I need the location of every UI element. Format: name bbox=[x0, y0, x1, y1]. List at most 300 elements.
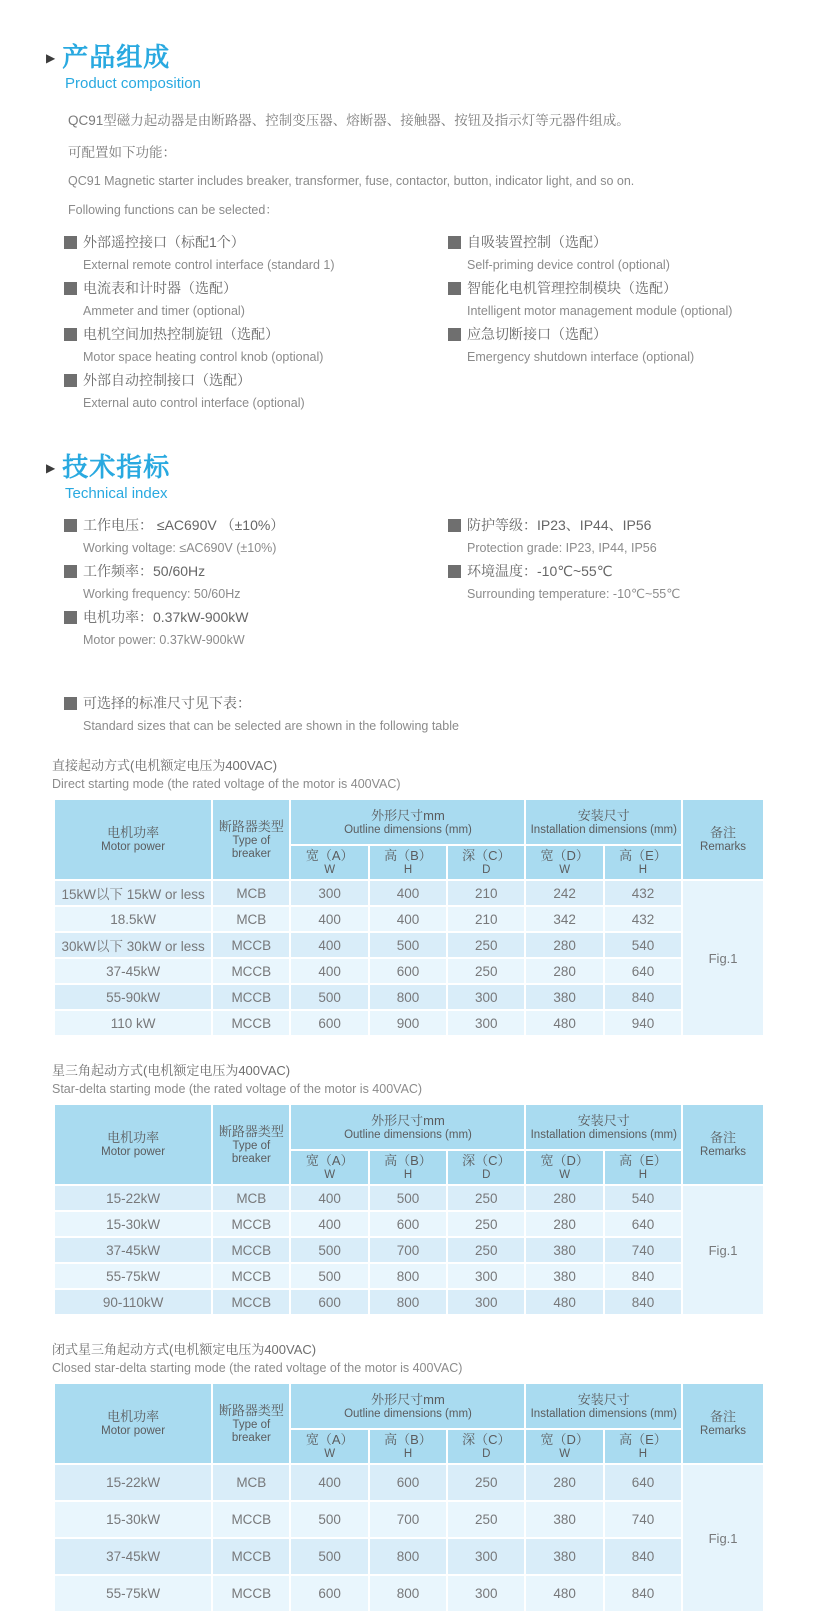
feature-item bbox=[64, 370, 448, 413]
sizes-note-zh bbox=[64, 693, 830, 714]
dimension-cell: 500 bbox=[291, 1502, 367, 1537]
feature-label-zh-text: 电流表和计时器（选配） bbox=[83, 280, 237, 297]
sizes-note bbox=[64, 693, 830, 736]
tech-spec-label-zh bbox=[448, 515, 808, 536]
col-header-depth-c-en: D bbox=[482, 1169, 491, 1182]
feature-label-en: Motor space heating control knob (optional) bbox=[83, 350, 324, 365]
col-header-motor-power-zh: 电机功率 bbox=[107, 825, 160, 841]
dimension-cell: 900 bbox=[370, 1011, 446, 1035]
motor-power-cell: 15kW以下 15kW or less bbox=[55, 881, 211, 905]
col-header-remarks bbox=[683, 1384, 763, 1463]
feature-label-zh-text: 应急切断接口（选配） bbox=[467, 326, 607, 343]
dimension-cell: 400 bbox=[291, 1465, 367, 1500]
feature-label-en: Self-priming device control (optional) bbox=[467, 258, 670, 273]
col-header-height-b-zh: 高（B） bbox=[384, 1153, 432, 1169]
dimension-cell: 432 bbox=[605, 907, 681, 931]
feature-column-left bbox=[64, 232, 448, 416]
col-header-breaker-type-en: Type of breaker bbox=[231, 1139, 271, 1165]
dimension-cell: 250 bbox=[448, 1465, 524, 1500]
table-header-row bbox=[55, 1384, 763, 1428]
technical-columns bbox=[64, 515, 830, 653]
table-caption-en: Closed star-delta starting mode (the rated voltage of the motor is 400VAC) bbox=[52, 1361, 463, 1376]
col-header-width-a-zh: 宽（A） bbox=[305, 848, 354, 864]
dimension-cell: 250 bbox=[448, 1502, 524, 1537]
tech-spec-label-zh-text: 工作电压： ≤AC690V （±10%） bbox=[83, 517, 285, 534]
feature-label-zh bbox=[448, 232, 808, 253]
dimension-cell: 600 bbox=[370, 1465, 446, 1500]
remark-cell: Fig.1 bbox=[683, 1186, 763, 1314]
col-header-motor-power-zh: 电机功率 bbox=[107, 1409, 160, 1425]
breaker-type-cell: MCB bbox=[213, 1465, 289, 1500]
dimension-cell: 300 bbox=[448, 1011, 524, 1035]
breaker-type-cell: MCCB bbox=[213, 1264, 289, 1288]
col-header-depth-c-en: D bbox=[482, 1448, 491, 1461]
col-header-width-a-en: W bbox=[324, 1448, 336, 1461]
breaker-type-cell: MCCB bbox=[213, 985, 289, 1009]
col-header-motor-power-en: Motor power bbox=[101, 1425, 166, 1438]
table-block-star-delta bbox=[0, 1063, 830, 1316]
col-header-height-e-zh: 高（E） bbox=[619, 848, 667, 864]
col-header-breaker-type-zh: 断路器类型 bbox=[218, 1123, 284, 1139]
bullet-square-icon bbox=[64, 519, 77, 532]
feature-label-en: Ammeter and timer (optional) bbox=[83, 304, 245, 319]
bullet-square-icon bbox=[448, 282, 461, 295]
col-header-installation-dimensions bbox=[526, 1384, 681, 1428]
col-header-width-d-zh: 宽（D） bbox=[540, 848, 589, 864]
col-header-remarks bbox=[683, 1105, 763, 1184]
col-header-remarks-en: Remarks bbox=[700, 1425, 747, 1438]
dimension-cell: 300 bbox=[291, 881, 367, 905]
dimension-cell: 800 bbox=[370, 1264, 446, 1288]
feature-label-zh-text: 智能化电机管理控制模块（选配） bbox=[467, 280, 677, 297]
dimension-cell: 600 bbox=[291, 1011, 367, 1035]
dimension-cell: 500 bbox=[291, 1264, 367, 1288]
motor-power-cell: 15-22kW bbox=[55, 1465, 211, 1500]
col-header-outline-dimensions-zh: 外形尺寸mm bbox=[371, 1112, 445, 1128]
feature-item bbox=[448, 324, 808, 367]
feature-item bbox=[64, 324, 448, 367]
section-title-zh: 技术指标 bbox=[62, 452, 171, 483]
col-header-motor-power-zh: 电机功率 bbox=[107, 1130, 160, 1146]
table-row bbox=[55, 1290, 763, 1314]
dimension-cell: 400 bbox=[291, 907, 367, 931]
dimension-cell: 300 bbox=[448, 1264, 524, 1288]
dimension-cell: 840 bbox=[605, 1290, 681, 1314]
section-technical-index bbox=[0, 452, 830, 653]
col-header-remarks-en: Remarks bbox=[700, 1146, 747, 1159]
dimension-cell: 380 bbox=[526, 1264, 602, 1288]
col-header-installation-dimensions-zh: 安装尺寸 bbox=[577, 1391, 630, 1407]
motor-power-cell: 55-75kW bbox=[55, 1264, 211, 1288]
table-caption-zh: 星三角起动方式(电机额定电压为400VAC) bbox=[52, 1063, 291, 1079]
table-row bbox=[55, 959, 763, 983]
col-header-height-e-en: H bbox=[638, 1169, 648, 1182]
feature-label-zh bbox=[64, 278, 448, 299]
tech-spec-label-en: Working frequency: 50/60Hz bbox=[83, 587, 241, 602]
breaker-type-cell: MCCB bbox=[213, 1502, 289, 1537]
dimension-cell: 840 bbox=[605, 1576, 681, 1611]
col-header-height-e bbox=[605, 846, 681, 879]
remark-cell: Fig.1 bbox=[683, 881, 763, 1035]
col-header-depth-c bbox=[448, 846, 524, 879]
table-row bbox=[55, 1465, 763, 1500]
table-caption-en: Direct starting mode (the rated voltage of the motor is 400VAC) bbox=[52, 777, 401, 792]
col-header-height-e-zh: 高（E） bbox=[619, 1432, 667, 1448]
col-header-remarks-zh: 备注 bbox=[710, 825, 737, 841]
table-row bbox=[55, 1576, 763, 1611]
motor-power-cell: 15-30kW bbox=[55, 1502, 211, 1537]
table-row bbox=[55, 1539, 763, 1574]
tech-spec-item bbox=[64, 607, 448, 650]
dimension-cell: 242 bbox=[526, 881, 602, 905]
col-header-height-e bbox=[605, 1151, 681, 1184]
dimension-cell: 250 bbox=[448, 1186, 524, 1210]
col-header-motor-power bbox=[55, 1384, 211, 1463]
col-header-installation-dimensions bbox=[526, 1105, 681, 1149]
intro-paragraph-en: QC91 Magnetic starter includes breaker, transformer, fuse, contactor, button, indicator light, and so on. bbox=[68, 174, 635, 189]
dimension-cell: 480 bbox=[526, 1290, 602, 1314]
bullet-square-icon bbox=[64, 697, 77, 710]
bullet-square-icon bbox=[448, 236, 461, 249]
dimension-cell: 700 bbox=[370, 1502, 446, 1537]
col-header-height-b bbox=[370, 1430, 446, 1463]
col-header-height-b bbox=[370, 846, 446, 879]
motor-power-cell: 37-45kW bbox=[55, 1238, 211, 1262]
dimension-cell: 432 bbox=[605, 881, 681, 905]
dimension-cell: 800 bbox=[370, 1539, 446, 1574]
dimension-cell: 740 bbox=[605, 1502, 681, 1537]
table-row bbox=[55, 1011, 763, 1035]
tech-spec-label-en: Motor power: 0.37kW-900kW bbox=[83, 633, 245, 648]
col-header-width-a-en: W bbox=[324, 1169, 336, 1182]
feature-label-en: Emergency shutdown interface (optional) bbox=[467, 350, 695, 365]
col-header-outline-dimensions bbox=[291, 1105, 524, 1149]
breaker-type-cell: MCCB bbox=[213, 933, 289, 957]
col-header-width-d bbox=[526, 1430, 602, 1463]
table-row bbox=[55, 1502, 763, 1537]
star-delta-table bbox=[53, 1103, 765, 1316]
triangle-arrow-icon: ▶ bbox=[46, 460, 56, 475]
col-header-installation-dimensions-zh: 安装尺寸 bbox=[577, 1112, 630, 1128]
col-header-width-a bbox=[291, 1151, 367, 1184]
dimension-cell: 250 bbox=[448, 1238, 524, 1262]
remark-cell: Fig.1 bbox=[683, 1465, 763, 1611]
col-header-width-a-zh: 宽（A） bbox=[305, 1432, 354, 1448]
table-row bbox=[55, 1264, 763, 1288]
breaker-type-cell: MCB bbox=[213, 1186, 289, 1210]
feature-columns bbox=[64, 232, 830, 416]
dimension-cell: 480 bbox=[526, 1011, 602, 1035]
feature-label-en: External remote control interface (standard 1) bbox=[83, 258, 335, 273]
feature-label-zh bbox=[64, 232, 448, 253]
motor-power-cell: 15-22kW bbox=[55, 1186, 211, 1210]
col-header-depth-c-zh: 深（C） bbox=[462, 1432, 511, 1448]
col-header-installation-dimensions-zh: 安装尺寸 bbox=[577, 807, 630, 823]
tech-spec-label-en: Surrounding temperature: -10℃~55℃ bbox=[467, 587, 681, 602]
dimension-cell: 280 bbox=[526, 1186, 602, 1210]
dimension-cell: 540 bbox=[605, 1186, 681, 1210]
tech-spec-label-zh-text: 工作频率：50/60Hz bbox=[83, 563, 206, 580]
col-header-width-a-en: W bbox=[324, 864, 336, 877]
col-header-height-b-zh: 高（B） bbox=[384, 1432, 432, 1448]
section-heading bbox=[46, 42, 830, 73]
dimension-cell: 280 bbox=[526, 1465, 602, 1500]
table-row bbox=[55, 1212, 763, 1236]
feature-label-zh bbox=[448, 324, 808, 345]
section-title-en: Technical index bbox=[65, 485, 168, 503]
feature-label-zh bbox=[64, 370, 448, 391]
tech-spec-item bbox=[448, 561, 808, 604]
table-row bbox=[55, 1186, 763, 1210]
tech-spec-label-en: Working voltage: ≤AC690V (±10%) bbox=[83, 541, 277, 556]
col-header-width-d-zh: 宽（D） bbox=[540, 1153, 589, 1169]
col-header-remarks-en: Remarks bbox=[700, 841, 747, 854]
table-row bbox=[55, 881, 763, 905]
col-header-installation-dimensions bbox=[526, 800, 681, 844]
motor-power-cell: 55-90kW bbox=[55, 985, 211, 1009]
motor-power-cell: 30kW以下 30kW or less bbox=[55, 933, 211, 957]
dimension-cell: 400 bbox=[291, 1186, 367, 1210]
dimension-cell: 480 bbox=[526, 1576, 602, 1611]
col-header-installation-dimensions-en: Installation dimensions (mm) bbox=[530, 1128, 677, 1141]
col-header-breaker-type-en: Type of breaker bbox=[231, 834, 271, 860]
tech-spec-label-zh-text: 电机功率：0.37kW-900kW bbox=[83, 609, 249, 626]
dimension-cell: 280 bbox=[526, 1212, 602, 1236]
table-row bbox=[55, 985, 763, 1009]
motor-power-cell: 15-30kW bbox=[55, 1212, 211, 1236]
breaker-type-cell: MCCB bbox=[213, 1539, 289, 1574]
table-caption-en: Star-delta starting mode (the rated voltage of the motor is 400VAC) bbox=[52, 1082, 423, 1097]
closed-star-delta-table bbox=[53, 1382, 765, 1613]
col-header-height-e-en: H bbox=[638, 1448, 648, 1461]
col-header-breaker-type-zh: 断路器类型 bbox=[218, 1402, 284, 1418]
col-header-motor-power bbox=[55, 800, 211, 879]
breaker-type-cell: MCCB bbox=[213, 959, 289, 983]
feature-label-zh-text: 电机空间加热控制旋钮（选配） bbox=[83, 326, 279, 343]
dimension-cell: 800 bbox=[370, 985, 446, 1009]
dimension-cell: 800 bbox=[370, 1576, 446, 1611]
dimension-cell: 540 bbox=[605, 933, 681, 957]
sizes-note-en: Standard sizes that can be selected are shown in the following table bbox=[83, 719, 459, 734]
tech-spec-label-zh bbox=[448, 561, 808, 582]
direct-starting-table bbox=[53, 798, 765, 1037]
breaker-type-cell: MCCB bbox=[213, 1212, 289, 1236]
col-header-motor-power-en: Motor power bbox=[101, 841, 166, 854]
feature-item bbox=[448, 232, 808, 275]
table-header-row bbox=[55, 800, 763, 844]
tech-spec-label-zh bbox=[64, 607, 448, 628]
dimension-cell: 280 bbox=[526, 933, 602, 957]
col-header-width-d bbox=[526, 846, 602, 879]
table-row bbox=[55, 1238, 763, 1262]
col-header-installation-dimensions-en: Installation dimensions (mm) bbox=[530, 823, 677, 836]
dimension-cell: 700 bbox=[370, 1238, 446, 1262]
col-header-motor-power-en: Motor power bbox=[101, 1146, 166, 1159]
breaker-type-cell: MCCB bbox=[213, 1576, 289, 1611]
feature-label-zh-text: 自吸装置控制（选配） bbox=[467, 234, 607, 251]
tech-spec-item bbox=[448, 515, 808, 558]
motor-power-cell: 110 kW bbox=[55, 1011, 211, 1035]
dimension-cell: 500 bbox=[291, 985, 367, 1009]
feature-label-zh bbox=[448, 278, 808, 299]
dimension-cell: 380 bbox=[526, 985, 602, 1009]
table-block-direct-starting bbox=[0, 758, 830, 1037]
dimension-cell: 640 bbox=[605, 1212, 681, 1236]
col-header-depth-c-en: D bbox=[482, 864, 491, 877]
breaker-type-cell: MCB bbox=[213, 881, 289, 905]
dimension-cell: 640 bbox=[605, 959, 681, 983]
bullet-square-icon bbox=[64, 611, 77, 624]
table-caption-zh: 直接起动方式(电机额定电压为400VAC) bbox=[52, 758, 278, 774]
col-header-height-e-en: H bbox=[638, 864, 648, 877]
feature-item bbox=[448, 278, 808, 321]
col-header-breaker-type-en: Type of breaker bbox=[231, 1418, 271, 1444]
col-header-remarks bbox=[683, 800, 763, 879]
bullet-square-icon bbox=[448, 565, 461, 578]
dimension-cell: 210 bbox=[448, 907, 524, 931]
dimension-cell: 500 bbox=[291, 1238, 367, 1262]
col-header-outline-dimensions-en: Outline dimensions (mm) bbox=[344, 1128, 472, 1141]
intro-paragraph-zh: QC91型磁力起动器是由断路器、控制变压器、熔断器、接触器、按钮及指示灯等元器件组成。 bbox=[68, 113, 630, 129]
bullet-square-icon bbox=[64, 236, 77, 249]
col-header-breaker-type bbox=[213, 1105, 289, 1184]
bullet-square-icon bbox=[448, 519, 461, 532]
dimension-cell: 400 bbox=[370, 881, 446, 905]
feature-label-zh-text: 外部遥控接口（标配1个） bbox=[83, 234, 245, 251]
feature-label-en: Intelligent motor management module (optional) bbox=[467, 304, 733, 319]
motor-power-cell: 55-75kW bbox=[55, 1576, 211, 1611]
dimension-cell: 600 bbox=[370, 959, 446, 983]
section-title-zh: 产品组成 bbox=[62, 42, 171, 72]
col-header-height-b-en: H bbox=[403, 864, 413, 877]
col-header-width-a bbox=[291, 846, 367, 879]
col-header-outline-dimensions bbox=[291, 1384, 524, 1428]
dimension-cell: 380 bbox=[526, 1238, 602, 1262]
feature-label-en: External auto control interface (optional) bbox=[83, 396, 305, 411]
feature-item bbox=[64, 232, 448, 275]
feature-column-right bbox=[448, 232, 808, 416]
tech-spec-label-zh bbox=[64, 515, 448, 536]
col-header-remarks-zh: 备注 bbox=[710, 1130, 737, 1146]
breaker-type-cell: MCCB bbox=[213, 1238, 289, 1262]
col-header-breaker-type bbox=[213, 800, 289, 879]
feature-item bbox=[64, 278, 448, 321]
dimension-cell: 400 bbox=[291, 1212, 367, 1236]
col-header-remarks-zh: 备注 bbox=[710, 1409, 737, 1425]
bullet-square-icon bbox=[448, 328, 461, 341]
col-header-breaker-type-zh: 断路器类型 bbox=[218, 818, 284, 834]
col-header-depth-c bbox=[448, 1430, 524, 1463]
feature-label-zh bbox=[64, 324, 448, 345]
col-header-outline-dimensions-en: Outline dimensions (mm) bbox=[344, 823, 472, 836]
dimension-cell: 840 bbox=[605, 1264, 681, 1288]
dimension-cell: 300 bbox=[448, 1539, 524, 1574]
technical-column-left bbox=[64, 515, 448, 653]
motor-power-cell: 90-110kW bbox=[55, 1290, 211, 1314]
table-row bbox=[55, 907, 763, 931]
dimension-cell: 500 bbox=[291, 1539, 367, 1574]
dimension-cell: 400 bbox=[291, 933, 367, 957]
dimension-cell: 300 bbox=[448, 1576, 524, 1611]
motor-power-cell: 18.5kW bbox=[55, 907, 211, 931]
col-header-width-a-zh: 宽（A） bbox=[305, 1153, 354, 1169]
intro-paragraph-en: Following functions can be selected： bbox=[68, 203, 278, 218]
tech-spec-label-zh-text: 环境温度：-10℃~55℃ bbox=[467, 563, 613, 580]
sizes-note-zh-text: 可选择的标准尺寸见下表： bbox=[83, 695, 251, 712]
dimension-cell: 300 bbox=[448, 1290, 524, 1314]
breaker-type-cell: MCCB bbox=[213, 1011, 289, 1035]
table-block-closed-star-delta bbox=[0, 1342, 830, 1613]
col-header-width-d-en: W bbox=[559, 1448, 571, 1461]
motor-power-cell: 37-45kW bbox=[55, 1539, 211, 1574]
dimension-cell: 210 bbox=[448, 881, 524, 905]
col-header-depth-c bbox=[448, 1151, 524, 1184]
dimension-cell: 600 bbox=[291, 1290, 367, 1314]
dimension-cell: 280 bbox=[526, 959, 602, 983]
dimension-cell: 250 bbox=[448, 959, 524, 983]
dimension-cell: 342 bbox=[526, 907, 602, 931]
motor-power-cell: 37-45kW bbox=[55, 959, 211, 983]
feature-label-zh-text: 外部自动控制接口（选配） bbox=[83, 372, 251, 389]
section-product-composition bbox=[0, 42, 830, 416]
bullet-square-icon bbox=[64, 328, 77, 341]
dimension-cell: 740 bbox=[605, 1238, 681, 1262]
dimension-cell: 250 bbox=[448, 933, 524, 957]
col-header-motor-power bbox=[55, 1105, 211, 1184]
intro-paragraph-zh: 可配置如下功能： bbox=[68, 145, 176, 161]
dimension-cell: 380 bbox=[526, 1502, 602, 1537]
table-row bbox=[55, 933, 763, 957]
col-header-depth-c-zh: 深（C） bbox=[462, 848, 511, 864]
bullet-square-icon bbox=[64, 374, 77, 387]
col-header-height-b bbox=[370, 1151, 446, 1184]
tech-spec-label-zh bbox=[64, 561, 448, 582]
breaker-type-cell: MCB bbox=[213, 907, 289, 931]
col-header-outline-dimensions-zh: 外形尺寸mm bbox=[371, 1391, 445, 1407]
col-header-height-e-zh: 高（E） bbox=[619, 1153, 667, 1169]
col-header-width-a bbox=[291, 1430, 367, 1463]
tech-spec-item bbox=[64, 561, 448, 604]
col-header-width-d-en: W bbox=[559, 864, 571, 877]
col-header-depth-c-zh: 深（C） bbox=[462, 1153, 511, 1169]
dimension-cell: 600 bbox=[291, 1576, 367, 1611]
dimension-cell: 500 bbox=[370, 1186, 446, 1210]
col-header-height-e bbox=[605, 1430, 681, 1463]
col-header-outline-dimensions bbox=[291, 800, 524, 844]
col-header-height-b-en: H bbox=[403, 1448, 413, 1461]
table-caption-zh: 闭式星三角起动方式(电机额定电压为400VAC) bbox=[52, 1342, 317, 1358]
tech-spec-label-zh-text: 防护等级：IP23、IP44、IP56 bbox=[467, 517, 652, 534]
tech-spec-item bbox=[64, 515, 448, 558]
table-header-row bbox=[55, 1105, 763, 1149]
col-header-width-d bbox=[526, 1151, 602, 1184]
dimension-cell: 840 bbox=[605, 985, 681, 1009]
dimension-cell: 250 bbox=[448, 1212, 524, 1236]
dimension-cell: 800 bbox=[370, 1290, 446, 1314]
dimension-cell: 400 bbox=[291, 959, 367, 983]
col-header-width-d-zh: 宽（D） bbox=[540, 1432, 589, 1448]
dimension-cell: 380 bbox=[526, 1539, 602, 1574]
col-header-installation-dimensions-en: Installation dimensions (mm) bbox=[530, 1407, 677, 1420]
tech-spec-label-en: Protection grade: IP23, IP44, IP56 bbox=[467, 541, 657, 556]
col-header-width-d-en: W bbox=[559, 1169, 571, 1182]
dimension-cell: 500 bbox=[370, 933, 446, 957]
dimension-cell: 640 bbox=[605, 1465, 681, 1500]
dimension-cell: 940 bbox=[605, 1011, 681, 1035]
bullet-square-icon bbox=[64, 565, 77, 578]
col-header-outline-dimensions-zh: 外形尺寸mm bbox=[371, 807, 445, 823]
triangle-arrow-icon: ▶ bbox=[46, 50, 56, 65]
